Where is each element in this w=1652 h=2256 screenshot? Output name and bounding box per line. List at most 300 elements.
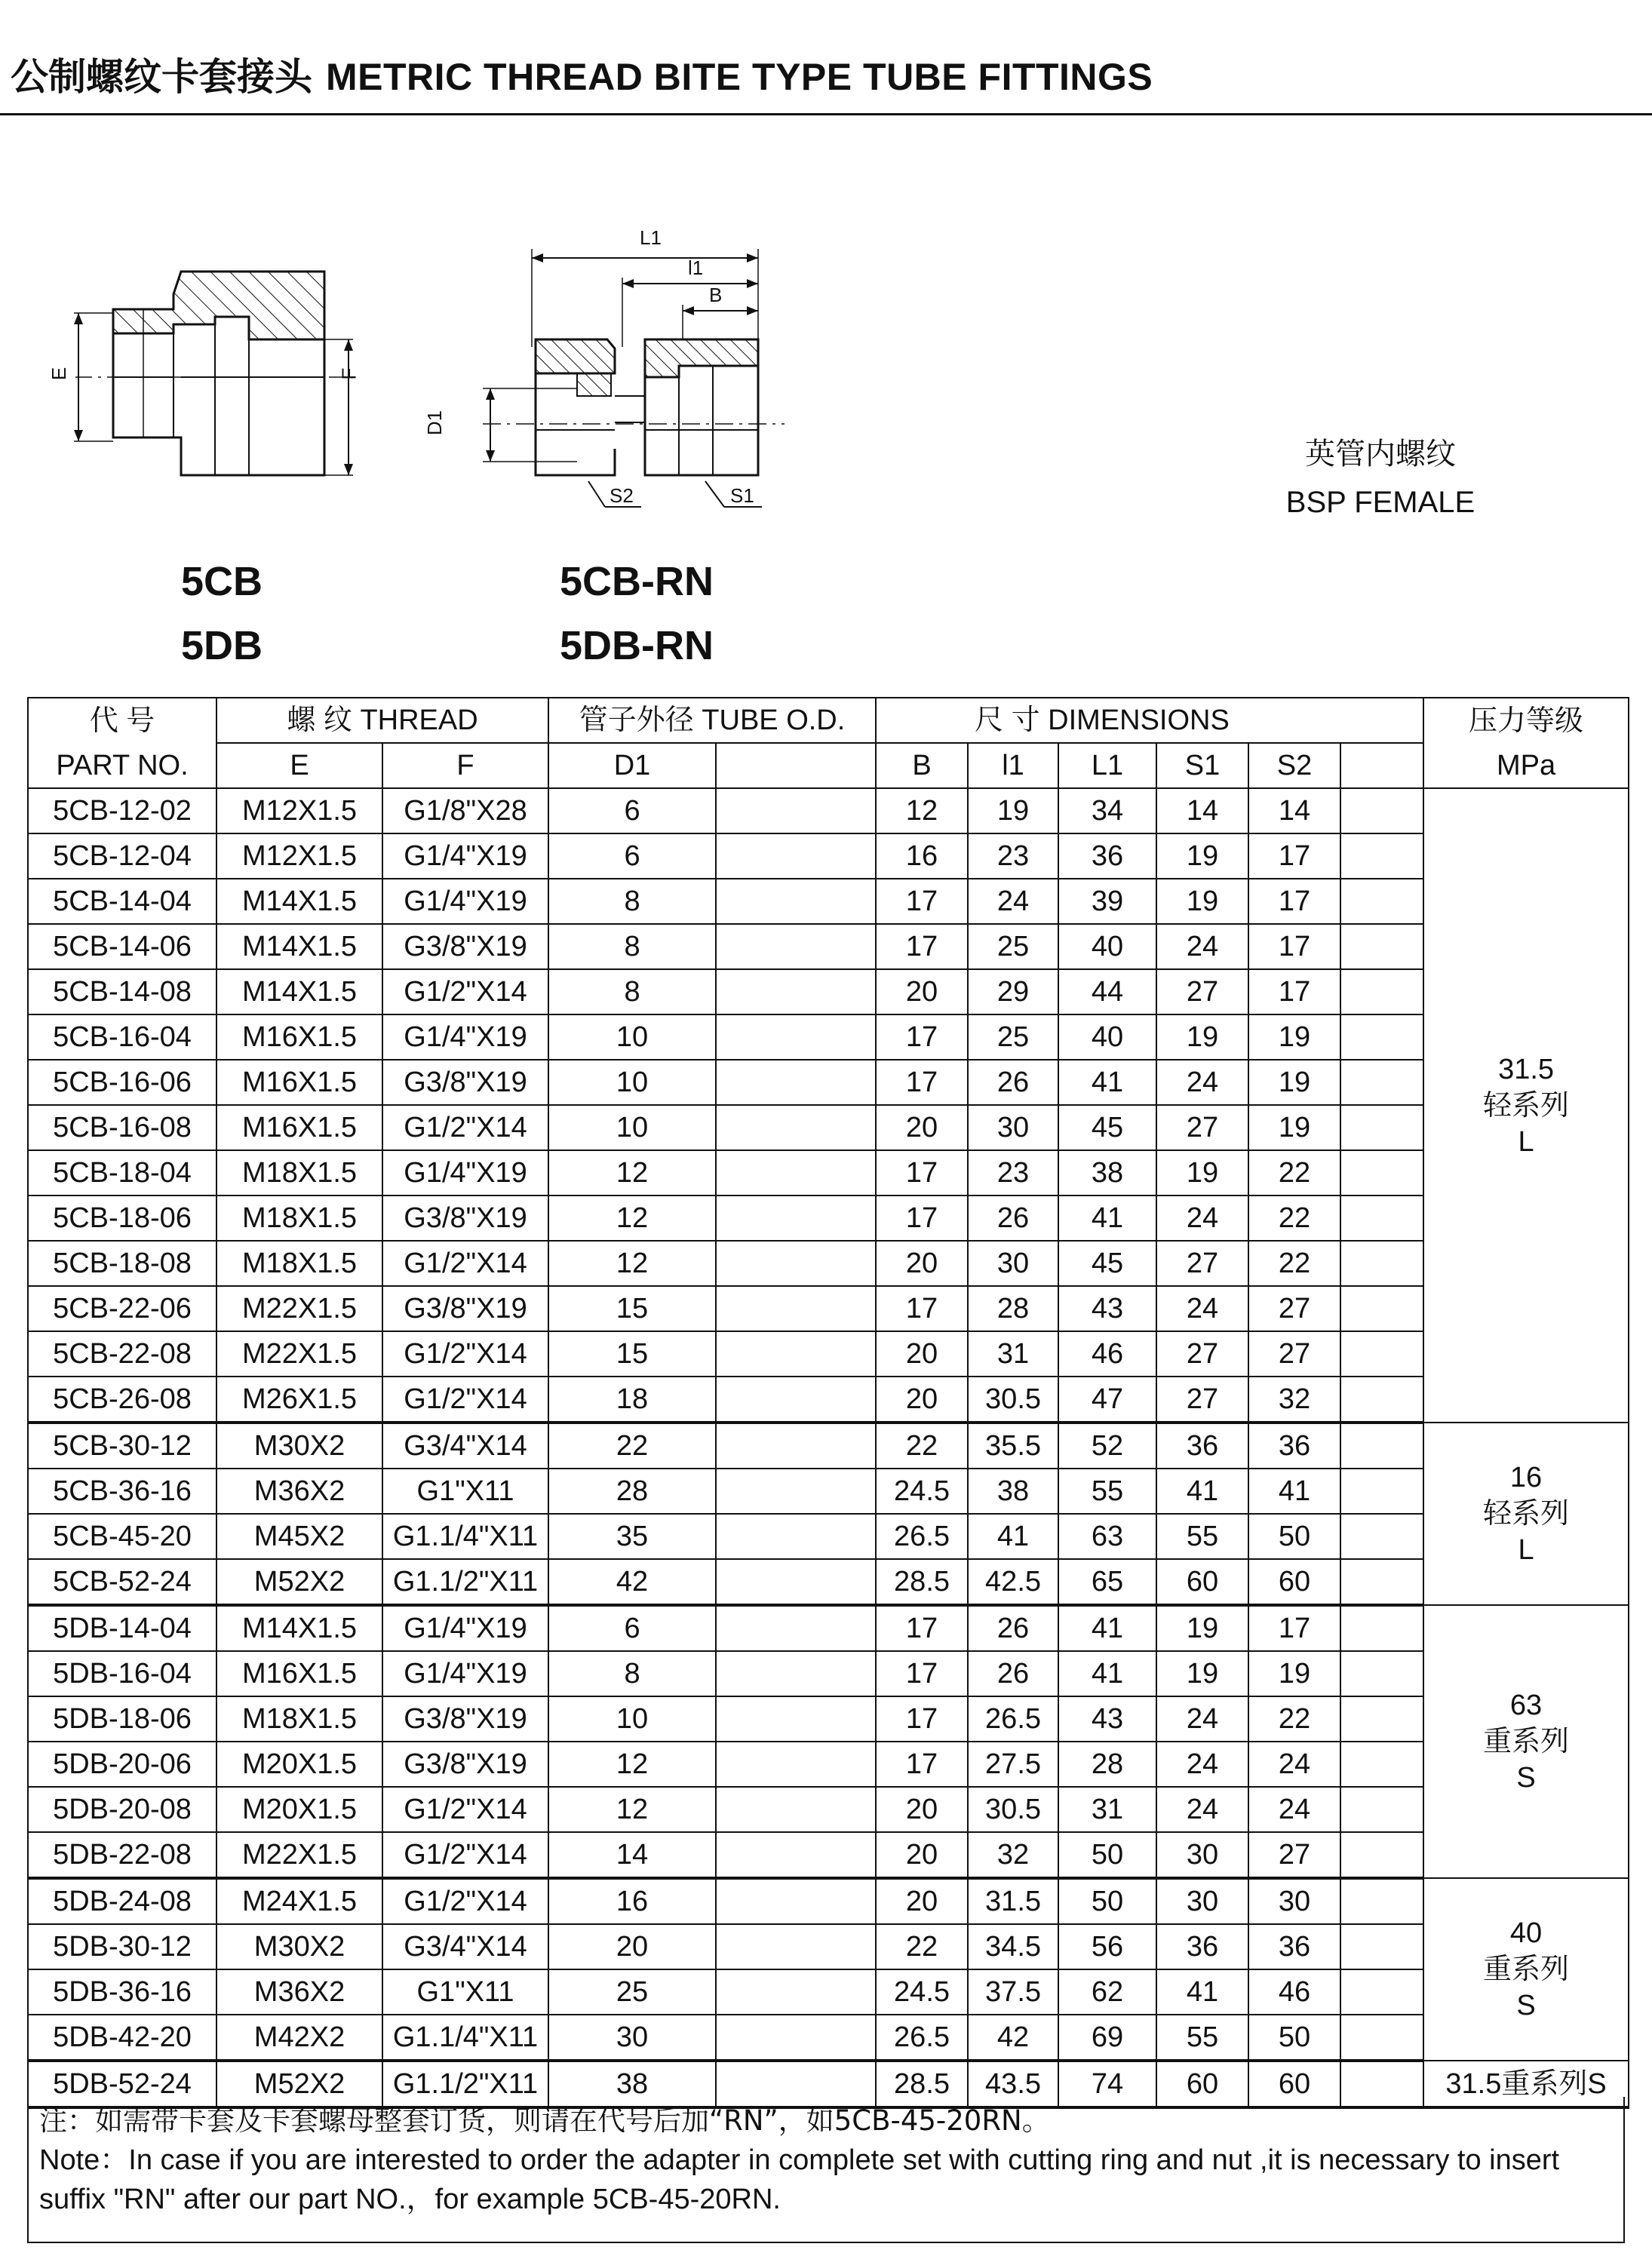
cell-dim-b: 17 bbox=[876, 924, 968, 969]
cell-dim-s2: 27 bbox=[1248, 1832, 1340, 1878]
cell-tube-d1: 10 bbox=[548, 1060, 716, 1105]
cell-dim-b: 17 bbox=[876, 879, 968, 924]
cell-dim-l1-small: 43.5 bbox=[968, 2061, 1058, 2107]
table-row bbox=[28, 1605, 1629, 1651]
cell-dim-l1-total: 63 bbox=[1058, 1514, 1156, 1559]
cell-dim-b: 17 bbox=[876, 1742, 968, 1787]
cell-dim-b: 24.5 bbox=[876, 1469, 968, 1514]
table-row bbox=[28, 1241, 1629, 1286]
cell-dim-l1-total: 45 bbox=[1058, 1241, 1156, 1286]
header-part-cn: 代 号 bbox=[28, 698, 216, 743]
cell-thread-e: M52X2 bbox=[216, 1559, 382, 1605]
cell-dim-l1-small: 31 bbox=[968, 1331, 1058, 1377]
pressure-rating-line: 40 bbox=[1509, 1917, 1543, 1949]
cell-thread-f: G1"X11 bbox=[382, 1469, 548, 1514]
cell-tube-blank bbox=[716, 1014, 876, 1060]
cell-dim-b: 20 bbox=[876, 1331, 968, 1377]
table-row bbox=[28, 833, 1629, 879]
cell-thread-e: M16X1.5 bbox=[216, 1651, 382, 1696]
cell-tube-blank bbox=[716, 1514, 876, 1559]
cell-part-no: 5DB-22-08 bbox=[28, 1832, 216, 1878]
header-d1: D1 bbox=[548, 743, 716, 788]
cell-dims-blank bbox=[1340, 924, 1423, 969]
cell-dim-s2: 36 bbox=[1248, 1423, 1340, 1469]
cell-dim-l1-total: 69 bbox=[1058, 2015, 1156, 2061]
cell-dim-s1: 27 bbox=[1156, 1241, 1248, 1286]
header-b: B bbox=[876, 743, 968, 788]
cell-dim-s2: 46 bbox=[1248, 1969, 1340, 2015]
table-row bbox=[28, 1787, 1629, 1832]
header-pressure-en: MPa bbox=[1423, 743, 1629, 788]
cell-dim-s1: 36 bbox=[1156, 1423, 1248, 1469]
table-row bbox=[28, 1696, 1629, 1742]
cell-dim-l1-small: 19 bbox=[968, 788, 1058, 833]
pressure-rating-line: 重系列 bbox=[1483, 1954, 1570, 1985]
cell-part-no: 5CB-14-04 bbox=[28, 879, 216, 924]
cell-dims-blank bbox=[1340, 969, 1423, 1014]
title-en: METRIC THREAD BITE TYPE TUBE FITTINGS bbox=[326, 56, 1153, 98]
table-row bbox=[28, 1286, 1629, 1331]
cell-dim-l1-small: 41 bbox=[968, 1514, 1058, 1559]
order-note bbox=[27, 2097, 1625, 2243]
cell-tube-blank bbox=[716, 1060, 876, 1105]
cell-tube-blank bbox=[716, 879, 876, 924]
cell-dim-l1-small: 32 bbox=[968, 1832, 1058, 1878]
bsp-label-en: BSP FEMALE bbox=[1285, 486, 1475, 519]
cell-dim-l1-small: 29 bbox=[968, 969, 1058, 1014]
table-row bbox=[28, 1196, 1629, 1241]
model-5cb-rn: 5CB-RN bbox=[560, 559, 714, 604]
header-l1-small: l1 bbox=[968, 743, 1058, 788]
cell-dim-s1: 19 bbox=[1156, 1014, 1248, 1060]
header-pressure-cn: 压力等级 bbox=[1423, 698, 1629, 743]
cell-dims-blank bbox=[1340, 1832, 1423, 1878]
cell-tube-d1: 10 bbox=[548, 1696, 716, 1742]
cell-dim-s1: 36 bbox=[1156, 1924, 1248, 1969]
table-row bbox=[28, 1105, 1629, 1150]
cell-tube-blank bbox=[716, 1196, 876, 1241]
cell-dim-s2: 22 bbox=[1248, 1696, 1340, 1742]
cell-part-no: 5DB-16-04 bbox=[28, 1651, 216, 1696]
cell-thread-f: G3/8"X19 bbox=[382, 1742, 548, 1787]
cell-thread-e: M36X2 bbox=[216, 1469, 382, 1514]
header-rule bbox=[0, 113, 1652, 115]
cell-thread-f: G3/4"X14 bbox=[382, 1423, 548, 1469]
cell-dim-s2: 22 bbox=[1248, 1196, 1340, 1241]
pressure-rating-cell bbox=[1423, 1605, 1629, 1878]
cell-tube-d1: 8 bbox=[548, 969, 716, 1014]
cell-tube-blank bbox=[716, 1241, 876, 1286]
cell-thread-e: M52X2 bbox=[216, 2061, 382, 2107]
cell-dim-s2: 60 bbox=[1248, 2061, 1340, 2107]
pressure-rating-line: 轻系列 bbox=[1483, 1498, 1570, 1530]
cell-tube-blank bbox=[716, 1423, 876, 1469]
cell-tube-blank bbox=[716, 1105, 876, 1150]
cell-dims-blank bbox=[1340, 1514, 1423, 1559]
cell-dim-s2: 50 bbox=[1248, 1514, 1340, 1559]
cell-dim-l1-small: 30 bbox=[968, 1105, 1058, 1150]
cell-dim-b: 26.5 bbox=[876, 2015, 968, 2061]
cell-tube-d1: 28 bbox=[548, 1469, 716, 1514]
cell-dim-l1-small: 26 bbox=[968, 1060, 1058, 1105]
cell-tube-blank bbox=[716, 833, 876, 879]
dim-label-l1-total: L1 bbox=[640, 226, 662, 249]
cell-dim-s1: 19 bbox=[1156, 833, 1248, 879]
bsp-label-cn: 英管内螺纹 bbox=[1305, 437, 1456, 471]
page-header bbox=[11, 47, 1153, 101]
pressure-rating-cell bbox=[1423, 1878, 1629, 2061]
cell-dim-b: 20 bbox=[876, 1377, 968, 1423]
cell-thread-f: G1.1/2"X11 bbox=[382, 2061, 548, 2107]
model-5db: 5DB bbox=[181, 623, 263, 668]
cell-dim-s1: 24 bbox=[1156, 1696, 1248, 1742]
cell-dim-l1-small: 27.5 bbox=[968, 1742, 1058, 1787]
cell-thread-e: M24X1.5 bbox=[216, 1878, 382, 1924]
cell-thread-f: G1/2"X14 bbox=[382, 1787, 548, 1832]
cell-dim-l1-total: 43 bbox=[1058, 1286, 1156, 1331]
cell-dim-b: 17 bbox=[876, 1286, 968, 1331]
cell-dim-s2: 24 bbox=[1248, 1742, 1340, 1787]
cell-dim-l1-total: 74 bbox=[1058, 2061, 1156, 2107]
cell-part-no: 5CB-16-06 bbox=[28, 1060, 216, 1105]
cell-dim-l1-total: 43 bbox=[1058, 1696, 1156, 1742]
cell-dim-s1: 27 bbox=[1156, 1377, 1248, 1423]
cell-dims-blank bbox=[1340, 1105, 1423, 1150]
pressure-rating-cell bbox=[1423, 1423, 1629, 1605]
cell-dim-b: 20 bbox=[876, 1832, 968, 1878]
cell-thread-f: G1/4"X19 bbox=[382, 1014, 548, 1060]
cell-dim-s2: 27 bbox=[1248, 1286, 1340, 1331]
cell-tube-blank bbox=[716, 1832, 876, 1878]
table-row bbox=[28, 969, 1629, 1014]
cell-dim-s2: 60 bbox=[1248, 1559, 1340, 1605]
cell-part-no: 5DB-20-06 bbox=[28, 1742, 216, 1787]
cell-thread-e: M22X1.5 bbox=[216, 1832, 382, 1878]
cell-thread-e: M18X1.5 bbox=[216, 1196, 382, 1241]
table-row bbox=[28, 1969, 1629, 2015]
cell-part-no: 5CB-22-08 bbox=[28, 1331, 216, 1377]
cell-dim-b: 24.5 bbox=[876, 1969, 968, 2015]
cell-dim-s2: 17 bbox=[1248, 1605, 1340, 1651]
cell-dim-l1-small: 28 bbox=[968, 1286, 1058, 1331]
dim-label-b: B bbox=[709, 284, 723, 306]
cell-dim-s2: 24 bbox=[1248, 1787, 1340, 1832]
cell-dim-b: 22 bbox=[876, 1423, 968, 1469]
cell-tube-blank bbox=[716, 788, 876, 833]
cell-dim-b: 28.5 bbox=[876, 1559, 968, 1605]
cell-part-no: 5DB-42-20 bbox=[28, 2015, 216, 2061]
cell-dims-blank bbox=[1340, 1014, 1423, 1060]
cell-thread-f: G1/2"X14 bbox=[382, 1832, 548, 1878]
cell-dim-s2: 19 bbox=[1248, 1014, 1340, 1060]
cell-dim-s2: 32 bbox=[1248, 1377, 1340, 1423]
cell-dims-blank bbox=[1340, 1696, 1423, 1742]
cell-thread-e: M22X1.5 bbox=[216, 1331, 382, 1377]
cell-tube-d1: 15 bbox=[548, 1331, 716, 1377]
cell-thread-f: G1/4"X19 bbox=[382, 833, 548, 879]
cell-dims-blank bbox=[1340, 1241, 1423, 1286]
cell-dim-s1: 27 bbox=[1156, 1105, 1248, 1150]
cell-thread-f: G1.1/4"X11 bbox=[382, 1514, 548, 1559]
cell-dim-s2: 41 bbox=[1248, 1469, 1340, 1514]
cell-dims-blank bbox=[1340, 1150, 1423, 1196]
cell-dim-s2: 22 bbox=[1248, 1150, 1340, 1196]
cell-part-no: 5CB-18-08 bbox=[28, 1241, 216, 1286]
cell-thread-f: G1/4"X19 bbox=[382, 1605, 548, 1651]
cell-dim-b: 22 bbox=[876, 1924, 968, 1969]
dimensions-table bbox=[27, 697, 1628, 2109]
cell-dim-s1: 14 bbox=[1156, 788, 1248, 833]
cell-tube-d1: 12 bbox=[548, 1196, 716, 1241]
cell-dims-blank bbox=[1340, 1286, 1423, 1331]
cell-dim-l1-small: 26 bbox=[968, 1651, 1058, 1696]
cell-dim-s1: 19 bbox=[1156, 1150, 1248, 1196]
header-s1: S1 bbox=[1156, 743, 1248, 788]
cell-dim-l1-small: 30 bbox=[968, 1241, 1058, 1286]
dim-label-d1: D1 bbox=[423, 410, 447, 436]
cell-thread-f: G1"X11 bbox=[382, 1969, 548, 2015]
cell-thread-f: G1/4"X19 bbox=[382, 879, 548, 924]
cell-dim-l1-total: 65 bbox=[1058, 1559, 1156, 1605]
cell-dim-s1: 60 bbox=[1156, 1559, 1248, 1605]
cell-tube-d1: 22 bbox=[548, 1423, 716, 1469]
cell-tube-d1: 12 bbox=[548, 1787, 716, 1832]
cell-part-no: 5CB-12-04 bbox=[28, 833, 216, 879]
cell-dim-s1: 19 bbox=[1156, 879, 1248, 924]
cell-thread-e: M16X1.5 bbox=[216, 1105, 382, 1150]
header-l1-total: L1 bbox=[1058, 743, 1156, 788]
cell-dim-s1: 41 bbox=[1156, 1469, 1248, 1514]
cell-dim-s1: 55 bbox=[1156, 2015, 1248, 2061]
cell-thread-f: G1/2"X14 bbox=[382, 969, 548, 1014]
cell-dims-blank bbox=[1340, 1331, 1423, 1377]
cell-dim-l1-total: 28 bbox=[1058, 1742, 1156, 1787]
cell-dims-blank bbox=[1340, 1787, 1423, 1832]
cell-dim-b: 17 bbox=[876, 1696, 968, 1742]
cell-dim-s2: 19 bbox=[1248, 1060, 1340, 1105]
cell-dim-s2: 17 bbox=[1248, 924, 1340, 969]
cell-tube-d1: 15 bbox=[548, 1286, 716, 1331]
cell-dim-s1: 24 bbox=[1156, 1787, 1248, 1832]
cell-part-no: 5CB-22-06 bbox=[28, 1286, 216, 1331]
cell-dims-blank bbox=[1340, 1423, 1423, 1469]
cell-dim-s1: 60 bbox=[1156, 2061, 1248, 2107]
cell-dim-l1-total: 41 bbox=[1058, 1196, 1156, 1241]
cell-thread-e: M20X1.5 bbox=[216, 1742, 382, 1787]
cell-dim-l1-small: 25 bbox=[968, 1014, 1058, 1060]
cell-part-no: 5CB-26-08 bbox=[28, 1377, 216, 1423]
pressure-rating-line: 16 bbox=[1509, 1462, 1543, 1493]
cell-dim-l1-total: 41 bbox=[1058, 1651, 1156, 1696]
cell-dim-l1-small: 23 bbox=[968, 833, 1058, 879]
table-row bbox=[28, 2015, 1629, 2061]
table-row bbox=[28, 1331, 1629, 1377]
cell-thread-e: M20X1.5 bbox=[216, 1787, 382, 1832]
table-row bbox=[28, 1014, 1629, 1060]
cell-dims-blank bbox=[1340, 1878, 1423, 1924]
cell-dim-s1: 27 bbox=[1156, 1331, 1248, 1377]
cell-dim-l1-total: 50 bbox=[1058, 1832, 1156, 1878]
cell-part-no: 5CB-36-16 bbox=[28, 1469, 216, 1514]
cell-dim-l1-total: 34 bbox=[1058, 788, 1156, 833]
table-row bbox=[28, 788, 1629, 833]
header-f: F bbox=[382, 743, 548, 788]
cell-dim-b: 17 bbox=[876, 1196, 968, 1241]
cell-dim-l1-total: 31 bbox=[1058, 1787, 1156, 1832]
cell-thread-f: G1/2"X14 bbox=[382, 1331, 548, 1377]
cell-thread-e: M16X1.5 bbox=[216, 1060, 382, 1105]
cell-dim-b: 12 bbox=[876, 788, 968, 833]
cell-dim-l1-total: 40 bbox=[1058, 924, 1156, 969]
table-row bbox=[28, 1651, 1629, 1696]
cell-tube-d1: 8 bbox=[548, 924, 716, 969]
cell-tube-d1: 6 bbox=[548, 833, 716, 879]
table-row bbox=[28, 1924, 1629, 1969]
cell-tube-d1: 38 bbox=[548, 2061, 716, 2107]
cell-tube-d1: 35 bbox=[548, 1514, 716, 1559]
cell-thread-f: G1/2"X14 bbox=[382, 1105, 548, 1150]
table-row bbox=[28, 1150, 1629, 1196]
header-s2: S2 bbox=[1248, 743, 1340, 788]
cell-tube-d1: 8 bbox=[548, 1651, 716, 1696]
cell-thread-e: M30X2 bbox=[216, 1423, 382, 1469]
cell-dim-l1-small: 26.5 bbox=[968, 1696, 1058, 1742]
cell-part-no: 5CB-16-04 bbox=[28, 1014, 216, 1060]
table-body bbox=[28, 788, 1629, 2107]
cell-dim-s1: 24 bbox=[1156, 1196, 1248, 1241]
cell-dim-l1-small: 35.5 bbox=[968, 1423, 1058, 1469]
cell-dim-s2: 17 bbox=[1248, 969, 1340, 1014]
cell-part-no: 5DB-30-12 bbox=[28, 1924, 216, 1969]
cell-dim-l1-total: 50 bbox=[1058, 1878, 1156, 1924]
cell-dims-blank bbox=[1340, 1742, 1423, 1787]
table-row bbox=[28, 1469, 1629, 1514]
cell-tube-blank bbox=[716, 1469, 876, 1514]
cell-dim-s1: 24 bbox=[1156, 924, 1248, 969]
cell-dims-blank bbox=[1340, 1469, 1423, 1514]
cell-thread-e: M14X1.5 bbox=[216, 969, 382, 1014]
cell-dim-s1: 19 bbox=[1156, 1605, 1248, 1651]
note-en-line1: Note：In case if you are interested to order the adapter in complete set with cutting ring and nut ,it is necessary to insert bbox=[39, 2144, 1560, 2176]
table-row bbox=[28, 1742, 1629, 1787]
header-part-en: PART NO. bbox=[28, 743, 216, 788]
cell-dim-l1-small: 42 bbox=[968, 2015, 1058, 2061]
cell-dim-b: 20 bbox=[876, 1878, 968, 1924]
cell-dims-blank bbox=[1340, 1377, 1423, 1423]
cell-dim-l1-total: 52 bbox=[1058, 1423, 1156, 1469]
cell-dims-blank bbox=[1340, 1060, 1423, 1105]
cell-dim-l1-total: 39 bbox=[1058, 879, 1156, 924]
cell-thread-e: M22X1.5 bbox=[216, 1286, 382, 1331]
cell-thread-f: G1.1/2"X11 bbox=[382, 1559, 548, 1605]
cell-dim-s2: 17 bbox=[1248, 879, 1340, 924]
cell-dim-l1-total: 44 bbox=[1058, 969, 1156, 1014]
cell-thread-f: G1/4"X19 bbox=[382, 1150, 548, 1196]
table-row bbox=[28, 879, 1629, 924]
cell-thread-e: M42X2 bbox=[216, 2015, 382, 2061]
cell-thread-e: M12X1.5 bbox=[216, 788, 382, 833]
cell-tube-blank bbox=[716, 1742, 876, 1787]
title-cn: 公制螺纹卡套接头 bbox=[11, 55, 312, 99]
cell-thread-f: G3/8"X19 bbox=[382, 1696, 548, 1742]
cell-dim-l1-total: 46 bbox=[1058, 1331, 1156, 1377]
cell-thread-f: G1/8"X28 bbox=[382, 788, 548, 833]
cell-thread-f: G1/4"X19 bbox=[382, 1651, 548, 1696]
cell-tube-blank bbox=[716, 1331, 876, 1377]
model-5cb: 5CB bbox=[181, 559, 263, 604]
cell-dim-s1: 55 bbox=[1156, 1514, 1248, 1559]
cell-thread-f: G1/2"X14 bbox=[382, 1878, 548, 1924]
cell-tube-d1: 12 bbox=[548, 1241, 716, 1286]
cell-thread-f: G3/8"X19 bbox=[382, 1286, 548, 1331]
cell-tube-blank bbox=[716, 1286, 876, 1331]
cell-dim-s1: 30 bbox=[1156, 1832, 1248, 1878]
cell-tube-blank bbox=[716, 1150, 876, 1196]
cell-dims-blank bbox=[1340, 1651, 1423, 1696]
cell-part-no: 5DB-24-08 bbox=[28, 1878, 216, 1924]
cell-thread-f: G1/2"X14 bbox=[382, 1377, 548, 1423]
header-e: E bbox=[216, 743, 382, 788]
cell-thread-e: M45X2 bbox=[216, 1514, 382, 1559]
cell-dim-l1-small: 38 bbox=[968, 1469, 1058, 1514]
cell-dim-b: 17 bbox=[876, 1014, 968, 1060]
cell-thread-e: M14X1.5 bbox=[216, 879, 382, 924]
cell-dim-b: 20 bbox=[876, 1241, 968, 1286]
cell-dims-blank bbox=[1340, 1605, 1423, 1651]
cell-tube-blank bbox=[716, 1969, 876, 2015]
cell-part-no: 5DB-20-08 bbox=[28, 1787, 216, 1832]
cell-part-no: 5DB-52-24 bbox=[28, 2061, 216, 2107]
cell-tube-d1: 16 bbox=[548, 1878, 716, 1924]
cell-dim-s2: 36 bbox=[1248, 1924, 1340, 1969]
cell-tube-d1: 18 bbox=[548, 1377, 716, 1423]
cell-tube-d1: 8 bbox=[548, 879, 716, 924]
cell-tube-blank bbox=[716, 969, 876, 1014]
cell-dim-s2: 30 bbox=[1248, 1878, 1340, 1924]
cell-dims-blank bbox=[1340, 1559, 1423, 1605]
cell-dim-b: 17 bbox=[876, 1060, 968, 1105]
cell-tube-blank bbox=[716, 1878, 876, 1924]
cell-dim-b: 20 bbox=[876, 1105, 968, 1150]
cell-dim-l1-small: 42.5 bbox=[968, 1559, 1058, 1605]
cell-part-no: 5CB-18-04 bbox=[28, 1150, 216, 1196]
cell-dim-b: 17 bbox=[876, 1150, 968, 1196]
cell-thread-e: M30X2 bbox=[216, 1924, 382, 1969]
cell-thread-f: G1.1/4"X11 bbox=[382, 2015, 548, 2061]
cell-dim-l1-small: 23 bbox=[968, 1150, 1058, 1196]
cell-tube-d1: 42 bbox=[548, 1559, 716, 1605]
cell-part-no: 5CB-52-24 bbox=[28, 1559, 216, 1605]
cell-thread-e: M14X1.5 bbox=[216, 1605, 382, 1651]
cell-dim-s1: 24 bbox=[1156, 1742, 1248, 1787]
cell-tube-d1: 30 bbox=[548, 2015, 716, 2061]
dim-label-f: F bbox=[337, 367, 361, 380]
cell-dim-s2: 27 bbox=[1248, 1331, 1340, 1377]
cell-tube-d1: 14 bbox=[548, 1832, 716, 1878]
cell-part-no: 5CB-12-02 bbox=[28, 788, 216, 833]
cell-dim-s2: 17 bbox=[1248, 833, 1340, 879]
cell-thread-e: M36X2 bbox=[216, 1969, 382, 2015]
table-row bbox=[28, 1377, 1629, 1423]
cell-dim-s2: 14 bbox=[1248, 788, 1340, 833]
pressure-rating-line: L bbox=[1518, 1125, 1534, 1158]
dim-label-l1: l1 bbox=[688, 256, 704, 279]
cell-dim-l1-total: 62 bbox=[1058, 1969, 1156, 2015]
cell-dim-b: 17 bbox=[876, 1651, 968, 1696]
cell-dim-l1-total: 41 bbox=[1058, 1605, 1156, 1651]
table-row bbox=[28, 1559, 1629, 1605]
table-row bbox=[28, 1878, 1629, 1924]
